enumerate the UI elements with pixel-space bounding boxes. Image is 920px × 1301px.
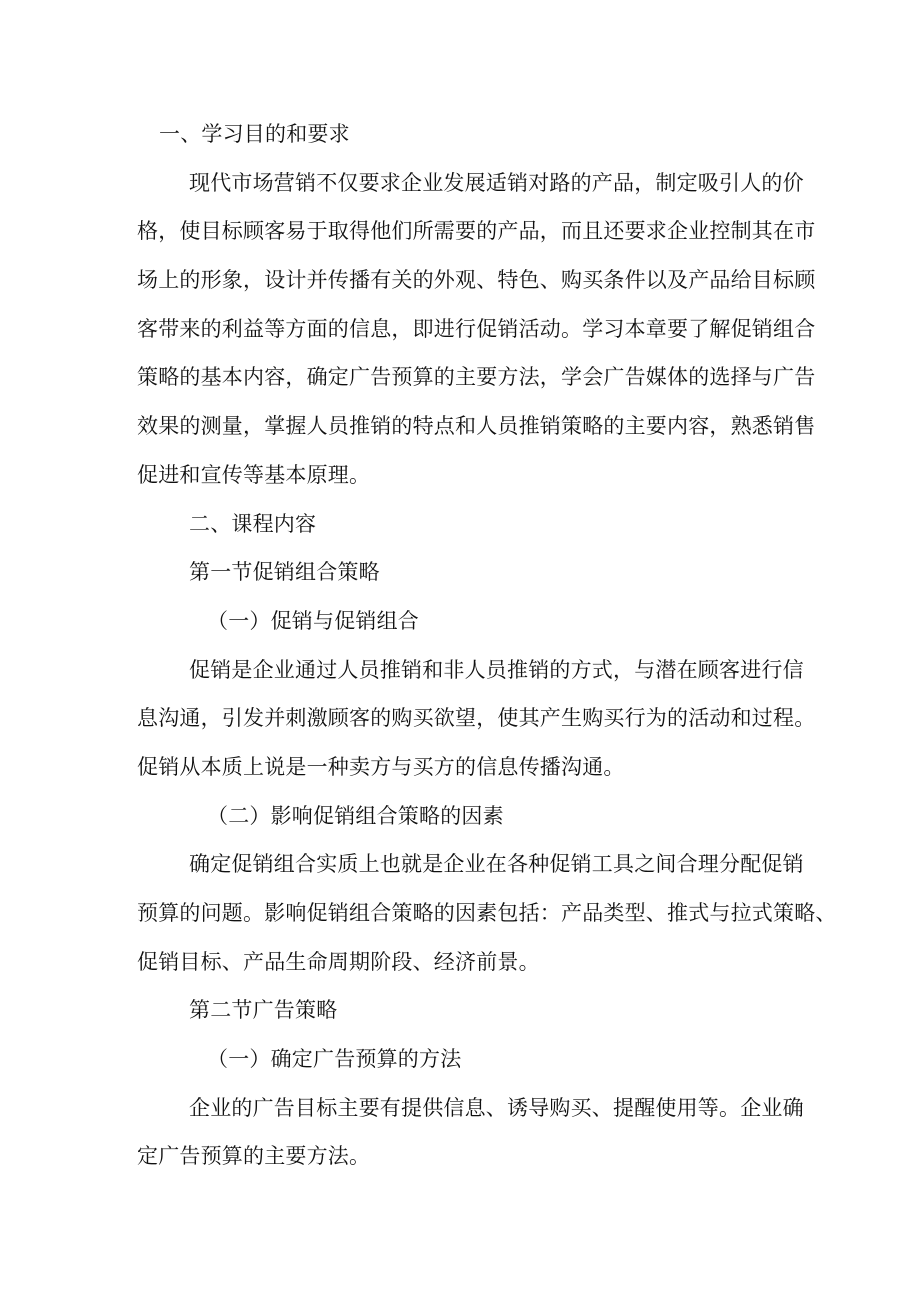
- paragraph-line: 促销是企业通过人员推销和非人员推销的方式，与潜在顾客进行信: [189, 657, 804, 682]
- paragraph-line: 促销目标、产品生命周期阶段、经济前景。: [137, 949, 540, 974]
- paragraph-ad-budget: [137, 1084, 804, 1181]
- subsection-title-factors: （二）影响促销组合策略的因素: [207, 803, 504, 828]
- paragraph-line: 定广告预算的主要方法。: [137, 1144, 371, 1169]
- paragraph-line: 场上的形象，设计并传播有关的外观、特色、购买条件以及产品给目标顾: [137, 268, 816, 293]
- subsection-title-promotion: （一）促销与促销组合: [207, 608, 419, 633]
- paragraph-line: 确定促销组合实质上也就是企业在各种促销工具之间合理分配促销: [189, 852, 804, 877]
- paragraph-promotion: [137, 646, 816, 792]
- paragraph-line: 策略的基本内容，确定广告预算的主要方法，学会广告媒体的选择与广告: [137, 365, 816, 390]
- paragraph-line: 预算的问题。影响促销组合策略的因素包括：产品类型、推式与拉式策略、: [137, 901, 837, 925]
- chapter-title-advertising: 第二节广告策略: [189, 998, 338, 1023]
- paragraph-line: 格，使目标顾客易于取得他们所需要的产品，而且还要求企业控制其在市: [137, 219, 816, 244]
- paragraph-factors: [137, 840, 837, 986]
- paragraph-line: 促进和宣传等基本原理。: [137, 462, 371, 487]
- paragraph-line: 客带来的利益等方面的信息，即进行促销活动。学习本章要了解促销组合: [137, 316, 816, 341]
- chapter-title-promotion-mix: 第一节促销组合策略: [189, 560, 380, 585]
- paragraph-line: 促销从本质上说是一种卖方与买方的信息传播沟通。: [137, 754, 625, 779]
- paragraph-line: 息沟通，引发并刺激顾客的购买欲望，使其产生购买行为的活动和过程。: [137, 706, 816, 731]
- paragraph-line: 效果的测量，掌握人员推销的特点和人员推销策略的主要内容，熟悉销售: [137, 414, 816, 439]
- paragraph-goals: [137, 159, 816, 500]
- paragraph-line: 现代市场营销不仅要求企业发展适销对路的产品，制定吸引人的价: [189, 170, 804, 195]
- document-body: [137, 110, 837, 1181]
- section-heading-content: 二、课程内容: [189, 511, 317, 536]
- subsection-title-ad-budget: （一）确定广告预算的方法: [207, 1047, 462, 1072]
- paragraph-line: 企业的广告目标主要有提供信息、诱导购买、提醒使用等。企业确: [189, 1095, 804, 1120]
- section-heading-goals: 一、学习目的和要求: [159, 122, 350, 146]
